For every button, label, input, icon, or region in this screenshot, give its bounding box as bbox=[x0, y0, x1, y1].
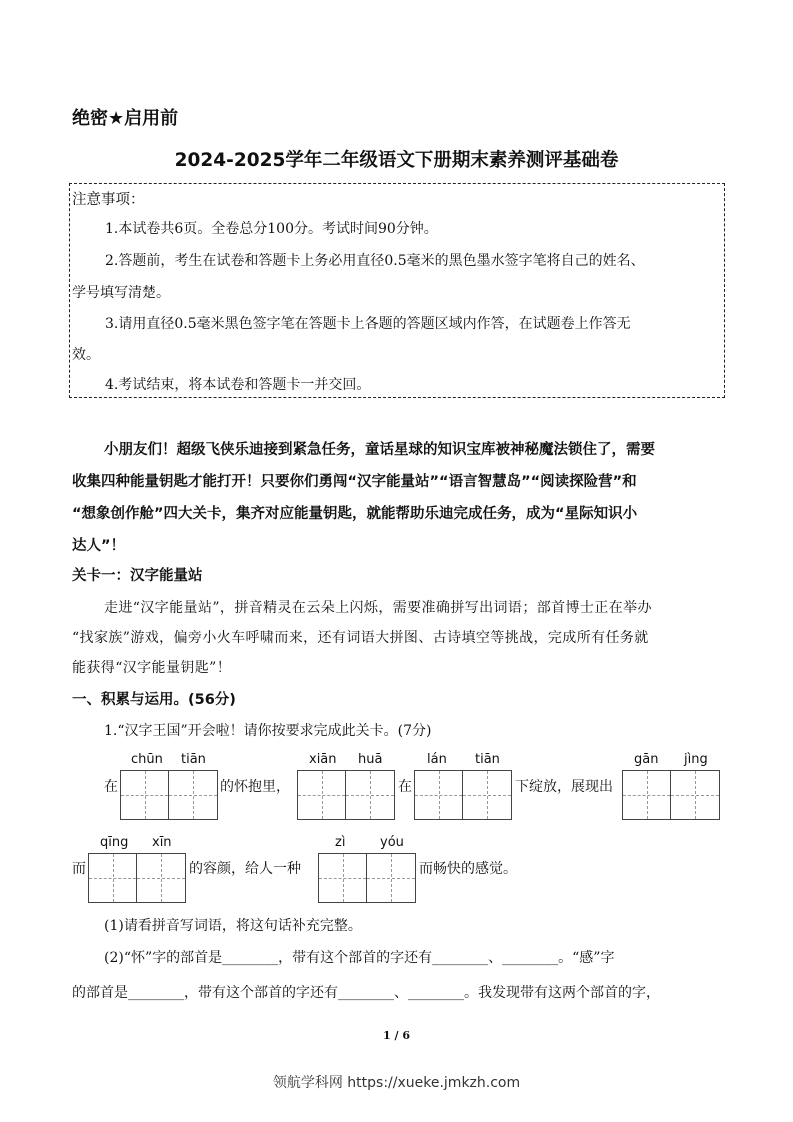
notice-line-3-cont: 效。 bbox=[72, 347, 100, 363]
intro-line-2: 收集四种能量钥匙才能打开！只要你们勇闯“汉字能量站”“语言智慧岛”“阅读探险营”和 bbox=[72, 474, 637, 490]
level1-line-2: “找家族”游戏，偏旁小火车呼啸而来，还有词语大拼图、古诗填空等挑战，完成所有任务就 bbox=[72, 630, 649, 646]
answer-box-ziyou[interactable] bbox=[318, 853, 416, 903]
confidential-mark: 绝密★启用前 bbox=[72, 108, 179, 129]
question-1: 1.“汉字王国”开会啦！请你按要求完成此关卡。(7分) bbox=[104, 723, 432, 739]
sub-question-2-line-2: 的部首是________，带有这个部首的字还有________、________。我发现带有这两个部首的字， bbox=[72, 985, 660, 1001]
pinyin-chun: chūn bbox=[131, 752, 163, 767]
answer-box-qingxin[interactable] bbox=[88, 853, 186, 903]
answer-cell[interactable] bbox=[319, 854, 367, 902]
notice-line-2: 2.答题前，考生在试卷和答题卡上务必用直径0.5毫米的黑色墨水签字笔将自己的姓名、 bbox=[105, 253, 645, 269]
intro-line-1: 小朋友们！超级飞侠乐迪接到紧急任务，童话星球的知识宝库被神秘魔法锁住了，需要 bbox=[104, 442, 655, 458]
row2-text-rongyan: 的容颜，给人一种 bbox=[189, 861, 301, 877]
answer-cell[interactable] bbox=[137, 854, 185, 902]
answer-cell[interactable] bbox=[298, 771, 346, 819]
notice-line-4: 4.考试结束，将本试卷和答题卡一并交回。 bbox=[105, 377, 371, 393]
section1-heading: 一、积累与运用。(56分) bbox=[72, 692, 236, 708]
answer-cell[interactable] bbox=[623, 771, 671, 819]
pinyin-qing: qīng bbox=[100, 835, 129, 850]
pinyin-you: yóu bbox=[380, 835, 404, 850]
intro-line-3: “想象创作舱”四大关卡，集齐对应能量钥匙，就能帮助乐迪完成任务，成为“星际知识小 bbox=[72, 506, 638, 522]
pinyin-tian2: tiān bbox=[475, 752, 500, 767]
pinyin-xin: xīn bbox=[152, 835, 172, 850]
answer-cell[interactable] bbox=[121, 771, 169, 819]
answer-box-xianhua[interactable] bbox=[297, 770, 395, 820]
pinyin-hua: huā bbox=[358, 752, 383, 767]
sub-question-1: (1)请看拼音写词语，将这句话补充完整。 bbox=[104, 918, 362, 934]
answer-cell[interactable] bbox=[89, 854, 137, 902]
answer-box-chuntian[interactable] bbox=[120, 770, 218, 820]
answer-box-ganjing[interactable] bbox=[622, 770, 720, 820]
answer-cell[interactable] bbox=[463, 771, 511, 819]
answer-cell[interactable] bbox=[415, 771, 463, 819]
pinyin-tian: tiān bbox=[181, 752, 206, 767]
row1-text-zhanfang: 下绽放，展现出 bbox=[515, 779, 613, 795]
row2-text-changkuai: 而畅快的感觉。 bbox=[419, 861, 517, 877]
level1-line-1: 走进“汉字能量站”，拼音精灵在云朵上闪烁，需要准确拼写出词语；部首博士正在举办 bbox=[104, 600, 652, 616]
pinyin-zi: zì bbox=[335, 835, 346, 850]
answer-cell[interactable] bbox=[671, 771, 719, 819]
level1-heading: 关卡一：汉字能量站 bbox=[72, 568, 203, 584]
level1-line-3: 能获得“汉字能量钥匙”！ bbox=[72, 660, 232, 676]
pinyin-xian: xiān bbox=[309, 752, 337, 767]
notice-line-2-cont: 学号填写清楚。 bbox=[72, 285, 170, 301]
answer-cell[interactable] bbox=[169, 771, 217, 819]
row1-text-huaibao: 的怀抱里， bbox=[220, 779, 290, 795]
notice-line-1: 1.本试卷共6页。全卷总分100分。考试时间90分钟。 bbox=[105, 221, 438, 237]
pinyin-jing: jìng bbox=[684, 752, 708, 767]
footer-watermark: 领航学科网 https://xueke.jmkzh.com bbox=[272, 1075, 521, 1091]
pinyin-gan: gān bbox=[634, 752, 659, 767]
answer-cell[interactable] bbox=[367, 854, 415, 902]
notice-line-3: 3.请用直径0.5毫米黑色签字笔在答题卡上各题的答题区域内作答，在试题卷上作答无 bbox=[105, 316, 631, 332]
page-number: 1 / 6 bbox=[383, 1029, 410, 1042]
sub-question-2-line-1: (2)“怀”字的部首是________，带有这个部首的字还有________、________。“感”字 bbox=[104, 950, 615, 966]
row2-text-er: 而 bbox=[72, 861, 86, 877]
answer-box-lantian[interactable] bbox=[414, 770, 512, 820]
row1-text-zai2: 在 bbox=[398, 779, 412, 795]
exam-title: 2024-2025学年二年级语文下册期末素养测评基础卷 bbox=[174, 150, 619, 171]
notice-title: 注意事项： bbox=[72, 192, 145, 208]
row1-text-zai: 在 bbox=[104, 779, 118, 795]
intro-line-4: 达人”！ bbox=[72, 538, 126, 554]
pinyin-lan: lán bbox=[427, 752, 447, 767]
answer-cell[interactable] bbox=[346, 771, 394, 819]
